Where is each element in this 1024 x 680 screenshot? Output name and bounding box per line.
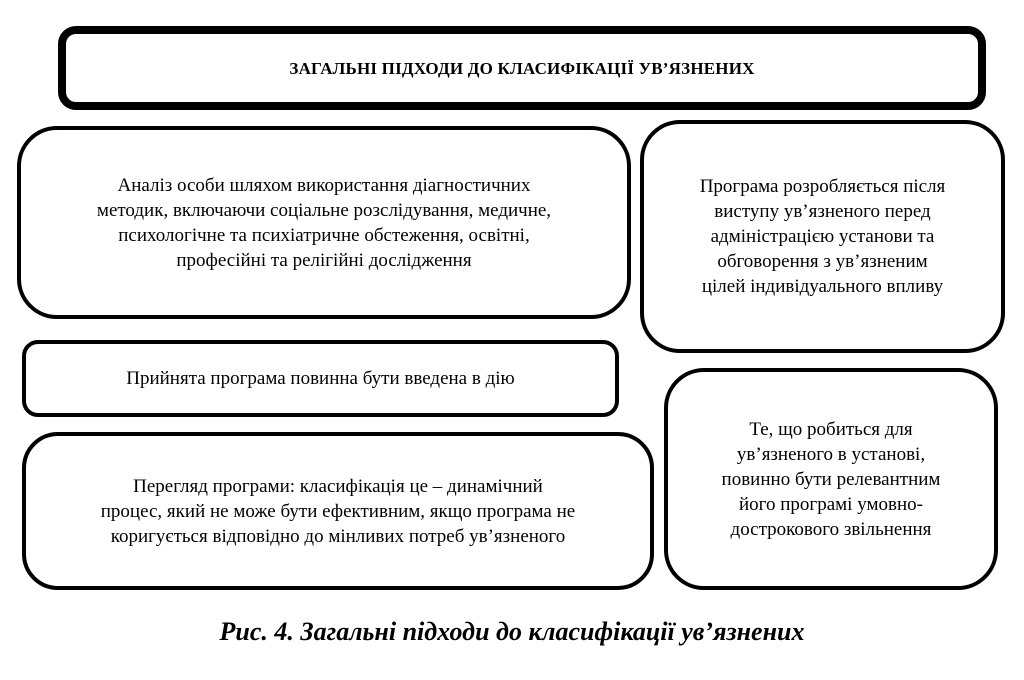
program-development-box <box>640 120 1005 353</box>
figure-caption: Рис. 4. Загальні підходи до класифікації ув’язнених <box>219 617 805 646</box>
text-line: Програма розробляється після <box>699 176 946 197</box>
diagram-title: ЗАГАЛЬНІ ПІДХОДИ ДО КЛАСИФІКАЦІЇ УВ’ЯЗНЕНИХ <box>289 58 755 78</box>
review-box <box>22 432 654 590</box>
implementation-box <box>22 340 619 417</box>
text-line: обговорення з ув’язненим <box>717 251 928 272</box>
text-line: дострокового звільнення <box>730 518 932 540</box>
text-line: методик, включаючи соціальне розслідування, медичне, <box>96 199 552 221</box>
text-line: Перегляд програми: класифікація це – динамічний <box>133 475 543 497</box>
program-development-text <box>700 174 946 299</box>
implementation-text <box>126 366 514 391</box>
text-line: Аналіз особи шляхом використання діагностичних <box>117 174 531 196</box>
text-line: Прийнята програма повинна бути введена в дію <box>126 368 515 389</box>
text-line: ув’язненого в установі, <box>736 443 926 465</box>
analysis-box <box>17 126 631 319</box>
text-line: адміністрацією установи та <box>710 226 935 247</box>
text-line: коригується відповідно до мінливих потреб ув’язненого <box>110 525 566 547</box>
analysis-text <box>97 173 551 273</box>
text-line: професійні та релігійні дослідження <box>176 249 472 271</box>
text-line: процес, який не може бути ефективним, якщо програма не <box>100 500 576 522</box>
text-line: психологічне та психіатричне обстеження, освітні, <box>118 224 530 246</box>
review-text <box>101 474 575 549</box>
parole-relevance-box <box>664 368 998 590</box>
text-line: цілей індивідуального впливу <box>701 276 944 297</box>
text-line: повинно бути релевантним <box>721 468 941 490</box>
text-line: його програмі умовно- <box>739 493 923 515</box>
text-line: Те, що робиться для <box>749 418 913 440</box>
text-line: виступу ув’язненого перед <box>714 201 931 222</box>
diagram-title-box <box>58 26 986 110</box>
parole-relevance-text <box>722 417 941 542</box>
